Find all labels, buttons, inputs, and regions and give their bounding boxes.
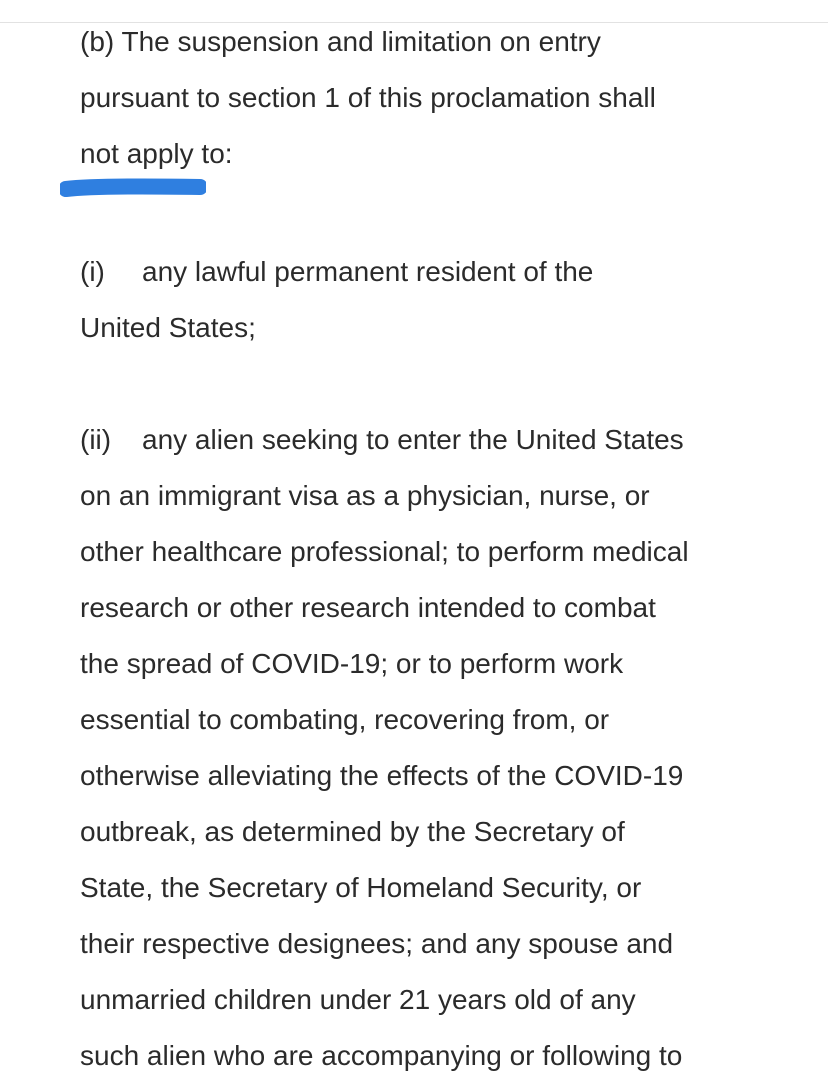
- section-b-line: pursuant to section 1 of this proclamation shall: [80, 82, 656, 113]
- item-ii-marker: (ii): [80, 424, 112, 455]
- item-i-paragraph: [80, 244, 593, 356]
- item-i-text: any lawful permanent resident of the: [142, 256, 594, 287]
- item-ii-text: any alien seeking to enter the United States: [142, 424, 684, 455]
- item-ii-line: other healthcare professional; to perform medical: [80, 536, 689, 567]
- item-ii-line: unmarried children under 21 years old of any: [80, 984, 636, 1015]
- item-ii-line: essential to combating, recovering from, or: [80, 704, 610, 735]
- item-i-line: [80, 244, 593, 300]
- item-ii-line: on an immigrant visa as a physician, nurse, or: [80, 480, 650, 511]
- item-i-line: United States;: [80, 312, 256, 343]
- item-ii-line: otherwise alleviating the effects of the COVID-19: [80, 760, 684, 791]
- section-b-line: not apply to:: [80, 138, 233, 169]
- item-ii-line: [80, 412, 689, 468]
- item-ii-line: their respective designees; and any spouse and: [80, 928, 674, 959]
- item-ii-line: research or other research intended to combat: [80, 592, 656, 623]
- item-ii-line: such alien who are accompanying or following to: [80, 1040, 683, 1071]
- item-i-marker: (i): [80, 256, 105, 287]
- item-ii-line: State, the Secretary of Homeland Security, or: [80, 872, 642, 903]
- item-ii-line: the spread of COVID-19; or to perform work: [80, 648, 624, 679]
- item-ii-line: outbreak, as determined by the Secretary of: [80, 816, 625, 847]
- item-ii-paragraph: [80, 412, 689, 1084]
- section-b-line: (b) The suspension and limitation on entry: [80, 26, 601, 57]
- section-b-paragraph: [80, 14, 656, 182]
